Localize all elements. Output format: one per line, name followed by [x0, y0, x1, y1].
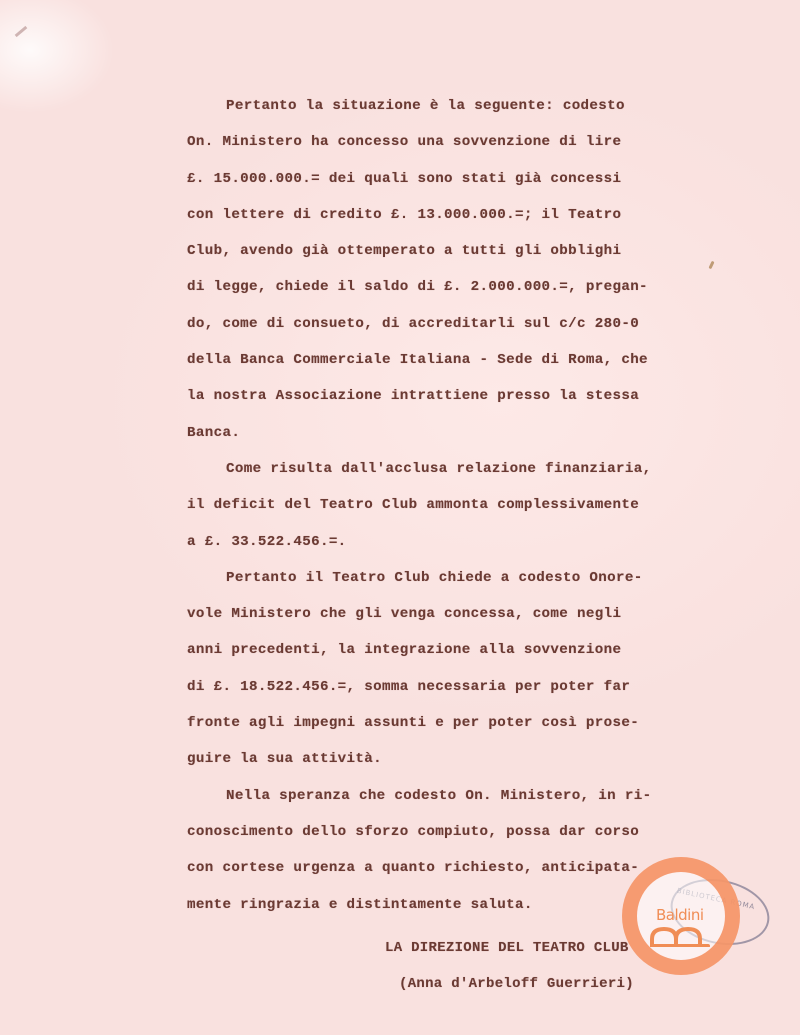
text-line: fronte agli impegni assunti e per poter così prose- [187, 715, 640, 732]
text-line: Nella speranza che codesto On. Ministero, in ri- [226, 787, 652, 804]
text-line: anni precedenti, la integrazione alla sovvenzione [187, 642, 622, 659]
text-line: guire la sua attività. [187, 751, 383, 768]
signature-title: LA DIREZIONE DEL TEATRO CLUB [385, 940, 629, 956]
text-line: Pertanto la situazione è la seguente: codesto [226, 98, 625, 114]
text-line: £. 15.000.000.= dei quali sono stati già concessi [187, 170, 622, 187]
signature-block [385, 930, 634, 1003]
text-line: il deficit del Teatro Club ammonta complessivamente [187, 497, 640, 514]
text-line: di £. 18.522.456.=, somma necessaria per poter far [187, 678, 631, 695]
signature-name: (Anna d'Arbeloff Guerrieri) [399, 976, 634, 993]
text-line: la nostra Associazione intrattiene presso la stessa [187, 388, 640, 405]
text-line: della Banca Commerciale Italiana - Sede di Roma, che [187, 352, 648, 369]
text-line: On. Ministero ha concesso una sovvenzione di lire [187, 134, 622, 151]
letter-body [187, 88, 707, 923]
text-line: mente ringrazia e distintamente saluta. [187, 896, 533, 913]
baldini-logo-label: Baldini [656, 906, 704, 924]
text-line: vole Ministero che gli venga concessa, come negli [187, 606, 622, 623]
text-line: Banca. [187, 424, 241, 441]
text-line: Club, avendo già ottemperato a tutti gli obblighi [187, 243, 622, 260]
text-line: con lettere di credito £. 13.000.000.=; il Teatro [187, 206, 622, 223]
text-line: di legge, chiede il saldo di £. 2.000.000.=, pregan- [187, 279, 648, 296]
text-line: Pertanto il Teatro Club chiede a codesto Onore- [226, 569, 643, 586]
text-line: Come risulta dall'acclusa relazione finanziaria, [226, 460, 652, 477]
text-line: a £. 33.522.456.=. [187, 533, 347, 550]
text-line: con cortese urgenza a quanto richiesto, anticipata- [187, 860, 640, 877]
text-line: do, come di consueto, di accreditarli sul c/c 280-0 [187, 315, 640, 332]
text-line: conoscimento dello sforzo compiuto, possa dar corso [187, 823, 640, 840]
baldini-b-icon [650, 925, 710, 947]
library-stamp-text: ROMA [729, 898, 756, 912]
